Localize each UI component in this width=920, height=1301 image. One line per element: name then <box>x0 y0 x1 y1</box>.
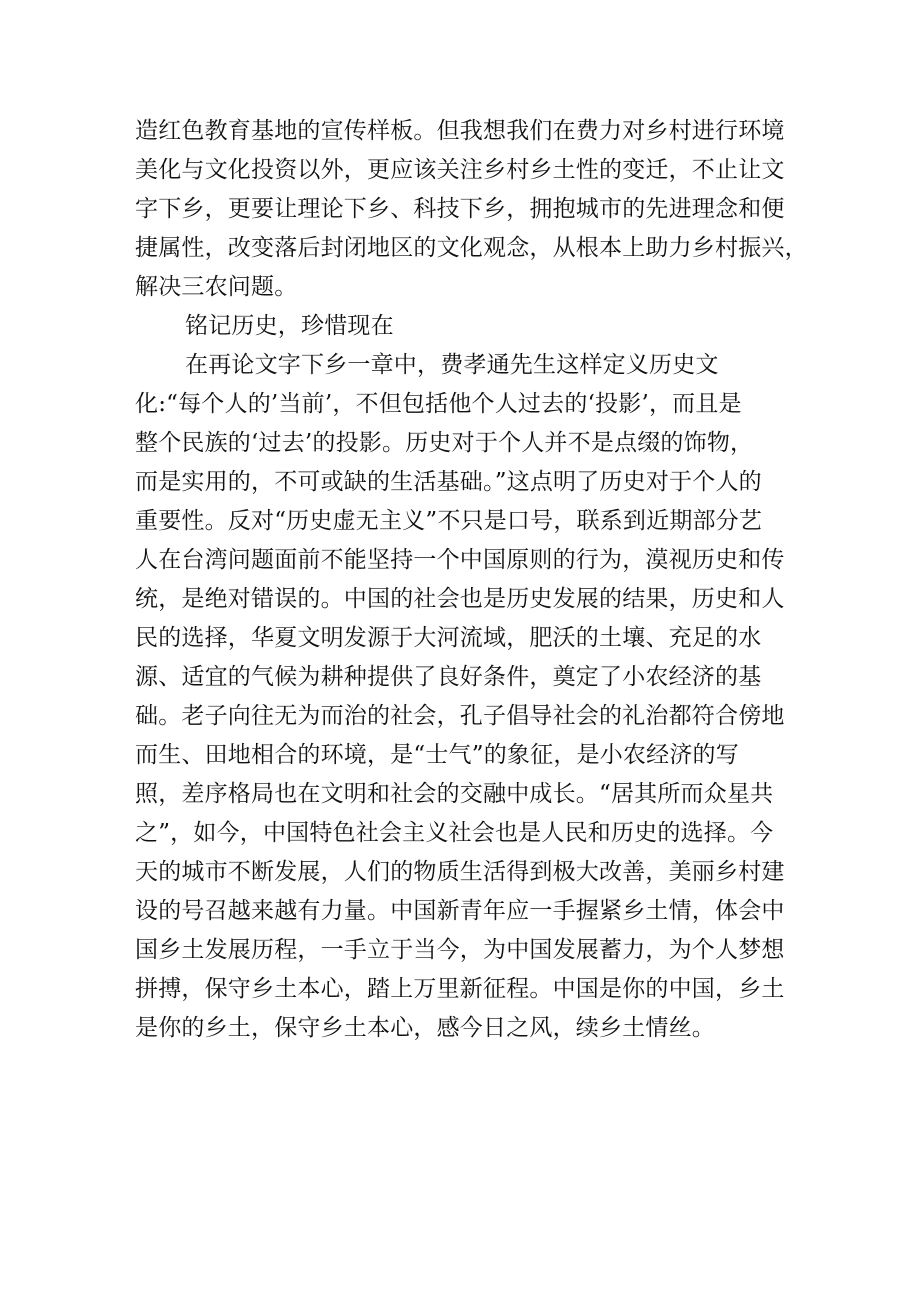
paragraph-2-line-11: 而生、田地相合的环境，是“士气”的象征，是小农经济的写 <box>135 742 739 768</box>
paragraph-2-line-18: 是你的乡土，保守乡土本心，感今日之风，续乡土情丝。 <box>135 1015 715 1041</box>
paragraph-2-line-7: 统，是绝对错误的。中国的社会也是历史发展的结果，历史和人 <box>135 586 785 612</box>
paragraph-2-line-16: 国乡土发展历程，一手立于当今，为中国发展蓄力，为个人梦想 <box>135 937 785 963</box>
paragraph-2-line-4: 而是实用的，不可或缺的生活基础。”这点明了历史对于个人的 <box>135 469 762 495</box>
paragraph-2-line-10: 础。老子向往无为而治的社会，孔子倡导社会的礼治都符合傍地 <box>135 703 785 729</box>
section-heading: 铭记历史，珍惜现在 <box>185 313 394 339</box>
paragraph-2-line-2: 化:“每个人的’当前’，不但包括他个人过去的‘投影’，而且是 <box>135 391 742 417</box>
paragraph-2-line-14: 天的城市不断发展，人们的物质生活得到极大改善，美丽乡村建 <box>135 859 785 885</box>
paragraph-2-line-1: 在再论文字下乡一章中，费孝通先生这样定义历史文 <box>185 352 719 378</box>
paragraph-2-line-8: 民的选择，华夏文明发源于大河流域，肥沃的土壤、充足的水 <box>135 625 762 651</box>
paragraph-2-line-9: 源、适宜的气候为耕种提供了良好条件，奠定了小农经济的基 <box>135 664 762 690</box>
paragraph-2-line-13: 之”，如今，中国特色社会主义社会也是人民和历史的选择。今 <box>135 820 774 846</box>
paragraph-2-line-6: 人在台湾问题面前不能坚持一个中国原则的行为，漠视历史和传 <box>135 547 785 573</box>
paragraph-2-line-15: 设的号召越来越有力量。中国新青年应一手握紧乡土情，体会中 <box>135 898 785 924</box>
paragraph-2-line-5: 重要性。反对“历史虚无主义”不只是口号，联系到近期部分艺 <box>135 508 763 534</box>
paragraph-2-line-17: 拼搏，保守乡土本心，踏上万里新征程。中国是你的中国，乡土 <box>135 976 785 1002</box>
paragraph-1-line-5: 解决三农问题。 <box>135 274 298 300</box>
paragraph-1-line-1: 造红色教育基地的宣传样板。但我想我们在费力对乡村进行环境 <box>135 118 785 144</box>
paragraph-1-line-4: 捷属性，改变落后封闭地区的文化观念，从根本上助力乡村振兴， <box>135 235 808 261</box>
paragraph-2-line-12: 照，差序格局也在文明和社会的交融中成长。“居其所而众星共 <box>135 781 774 807</box>
paragraph-1-line-3: 字下乡，更要让理论下乡、科技下乡，拥抱城市的先进理念和便 <box>135 196 785 222</box>
paragraph-1-line-2: 美化与文化投资以外，更应该关注乡村乡土性的变迁，不止让文 <box>135 157 785 183</box>
paragraph-2-line-3: 整个民族的‘过去’的投影。历史对于个人并不是点缀的饰物， <box>135 430 754 456</box>
